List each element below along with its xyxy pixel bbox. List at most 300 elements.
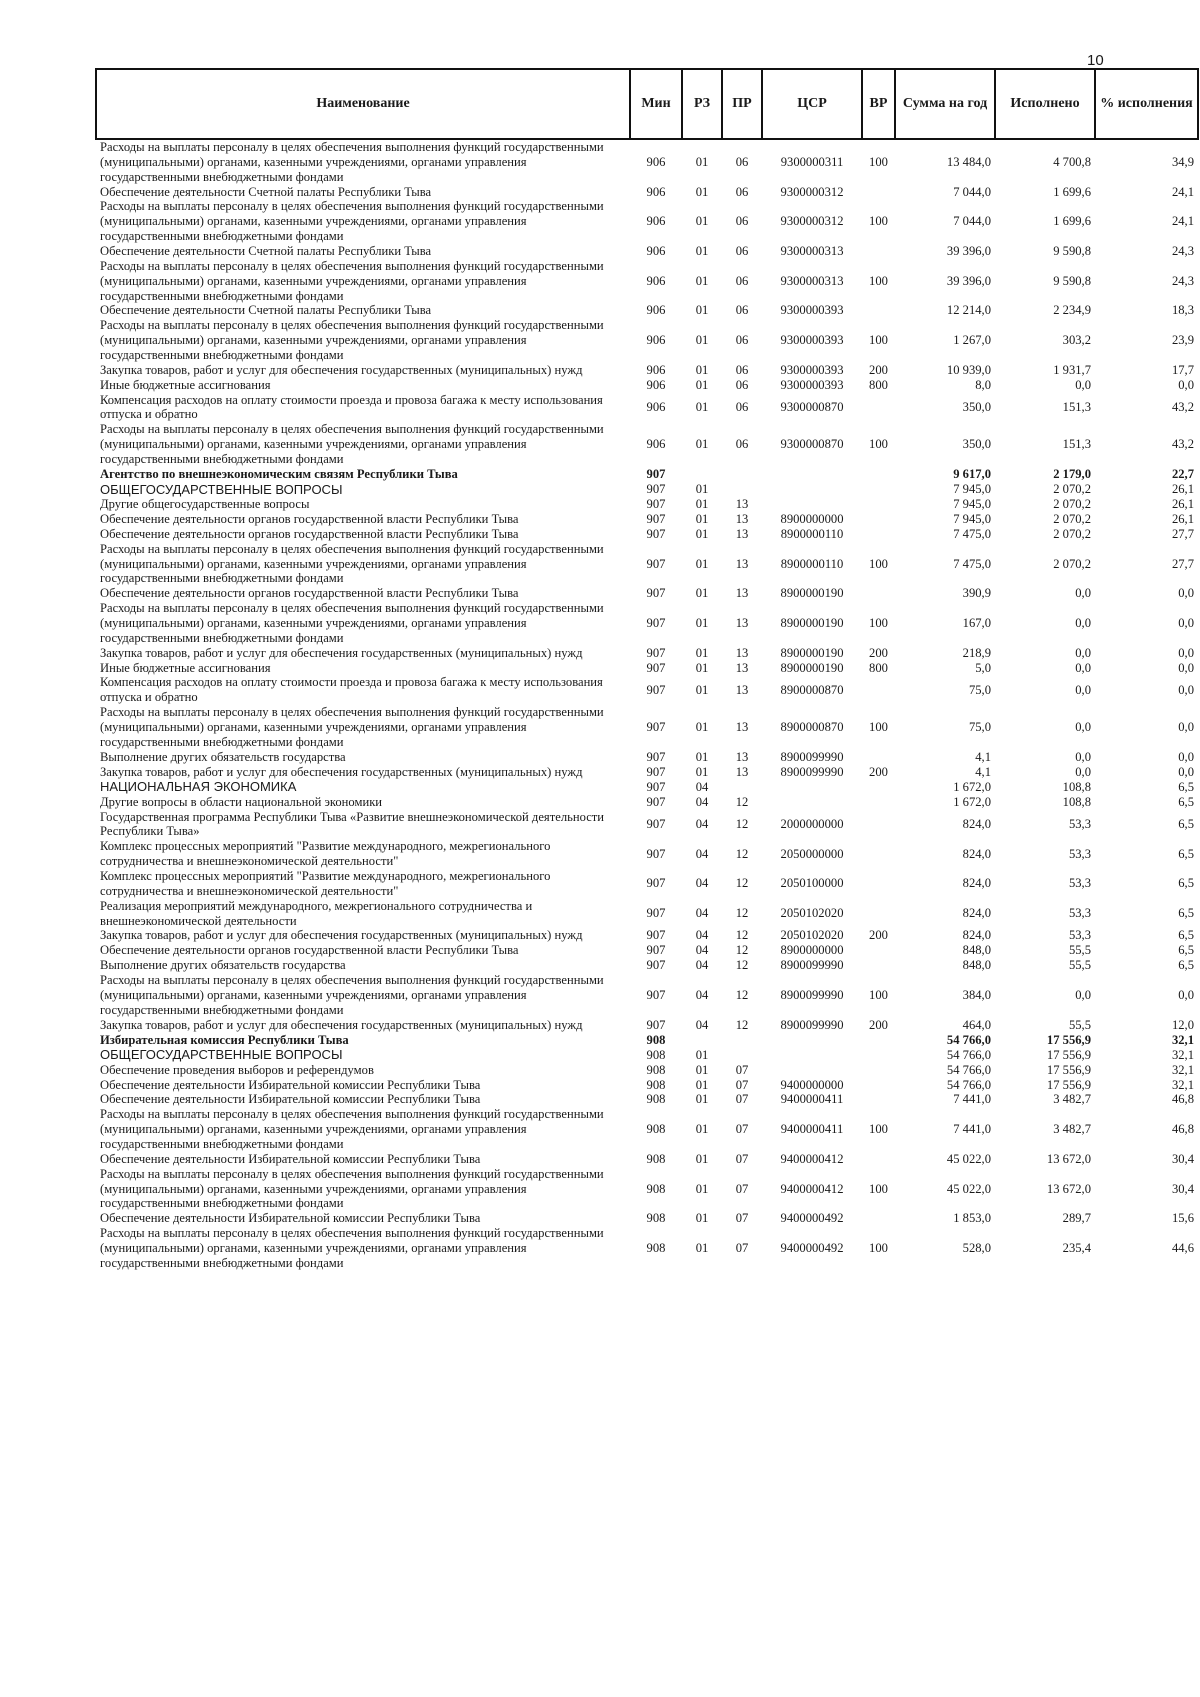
cell-done: 9 590,8 bbox=[1053, 244, 1091, 259]
cell-pct: 26,1 bbox=[1171, 511, 1194, 526]
cell-vr bbox=[862, 482, 895, 497]
table-row bbox=[96, 1226, 1198, 1271]
cell-done: 9 590,8 bbox=[1053, 273, 1091, 288]
cell-min: 907 bbox=[646, 846, 666, 861]
cell-rz: 01 bbox=[695, 273, 709, 288]
cell-rz: 01 bbox=[695, 362, 709, 377]
table-row bbox=[96, 646, 1198, 661]
header-pr: ПР bbox=[722, 69, 762, 139]
cell-min: 907 bbox=[646, 749, 666, 764]
cell-vr: 200 bbox=[869, 928, 888, 943]
cell-vr bbox=[862, 839, 895, 869]
cell-sum: 824,0 bbox=[962, 846, 991, 861]
cell-pct: 6,5 bbox=[1178, 817, 1194, 832]
cell-vr bbox=[862, 750, 895, 765]
cell-name: Обеспечение деятельности Избирательной комиссии Республики Тыва bbox=[100, 1077, 481, 1092]
cell-pct: 22,7 bbox=[1171, 466, 1194, 481]
cell-rz: 01 bbox=[695, 400, 709, 415]
cell-name: Компенсация расходов на оплату стоимости проезда и провоза багажа к месту использования отпуска и обратно bbox=[100, 392, 603, 422]
cell-vr bbox=[862, 527, 895, 542]
cell-vr: 100 bbox=[869, 719, 888, 734]
cell-pr: 06 bbox=[735, 214, 749, 229]
cell-done: 53,3 bbox=[1068, 846, 1091, 861]
cell-rz: 01 bbox=[695, 377, 709, 392]
cell-name: Обеспечение деятельности органов государственной власти Республики Тыва bbox=[100, 586, 519, 601]
cell-vr bbox=[862, 1092, 895, 1107]
cell-pct: 0,0 bbox=[1178, 377, 1194, 392]
cell-vr bbox=[862, 303, 895, 318]
cell-sum: 7 945,0 bbox=[953, 511, 991, 526]
cell-pct: 32,1 bbox=[1171, 1062, 1194, 1077]
cell-min: 907 bbox=[646, 586, 666, 601]
cell-rz: 01 bbox=[695, 615, 709, 630]
cell-name: НАЦИОНАЛЬНАЯ ЭКОНОМИКА bbox=[100, 779, 297, 795]
cell-done: 303,2 bbox=[1062, 333, 1091, 348]
cell-csr: 9300000393 bbox=[780, 303, 844, 318]
cell-pct: 0,0 bbox=[1178, 615, 1194, 630]
table-row bbox=[96, 795, 1198, 810]
cell-min: 907 bbox=[646, 943, 666, 958]
cell-name: Иные бюджетные ассигнования bbox=[100, 377, 271, 392]
cell-done: 1 931,7 bbox=[1053, 362, 1091, 377]
cell-min: 907 bbox=[646, 682, 666, 697]
cell-done: 17 556,9 bbox=[1046, 1077, 1091, 1092]
cell-pct: 0,0 bbox=[1178, 764, 1194, 779]
cell-csr: 8900099990 bbox=[780, 987, 844, 1002]
cell-sum: 7 044,0 bbox=[953, 214, 991, 229]
cell-vr: 100 bbox=[869, 437, 888, 452]
cell-rz: 01 bbox=[695, 437, 709, 452]
header-rz: РЗ bbox=[682, 69, 722, 139]
cell-done: 0,0 bbox=[1075, 764, 1091, 779]
cell-done: 0,0 bbox=[1075, 749, 1091, 764]
cell-min: 907 bbox=[646, 794, 666, 809]
cell-min: 907 bbox=[646, 556, 666, 571]
cell-name: Обеспечение деятельности органов государственной власти Республики Тыва bbox=[100, 943, 519, 958]
cell-pr: 06 bbox=[735, 377, 749, 392]
cell-vr: 100 bbox=[869, 214, 888, 229]
cell-csr bbox=[762, 1033, 862, 1048]
cell-pct: 43,2 bbox=[1171, 437, 1194, 452]
cell-csr: 9400000411 bbox=[780, 1122, 844, 1137]
cell-pr bbox=[722, 1033, 762, 1048]
cell-pr: 12 bbox=[735, 943, 749, 958]
cell-min: 907 bbox=[646, 817, 666, 832]
cell-pr: 12 bbox=[735, 928, 749, 943]
cell-done: 2 234,9 bbox=[1053, 303, 1091, 318]
cell-name: Закупка товаров, работ и услуг для обеспечения государственных (муниципальных) нужд bbox=[100, 645, 583, 660]
cell-pct: 12,0 bbox=[1171, 1017, 1194, 1032]
cell-name: Закупка товаров, работ и услуг для обеспечения государственных (муниципальных) нужд bbox=[100, 928, 583, 943]
cell-rz: 01 bbox=[695, 1077, 709, 1092]
cell-pct: 6,5 bbox=[1178, 906, 1194, 921]
cell-done: 3 482,7 bbox=[1053, 1092, 1091, 1107]
cell-done: 289,7 bbox=[1062, 1211, 1091, 1226]
cell-name: Расходы на выплаты персоналу в целях обеспечения выполнения функций государственными (муниципальными) органами, казенными учреждениями, органами управления государственными внебюджетными фондами bbox=[100, 140, 604, 184]
cell-vr bbox=[862, 1211, 895, 1226]
cell-pct: 46,8 bbox=[1171, 1122, 1194, 1137]
cell-done: 17 556,9 bbox=[1046, 1062, 1091, 1077]
cell-name: Расходы на выплаты персоналу в целях обеспечения выполнения функций государственными (муниципальными) органами, казенными учреждениями, органами управления государственными внебюджетными фондами bbox=[100, 199, 604, 244]
cell-pr: 12 bbox=[735, 906, 749, 921]
cell-pr: 13 bbox=[735, 764, 749, 779]
cell-vr bbox=[862, 795, 895, 810]
cell-csr: 8900000190 bbox=[780, 660, 844, 675]
cell-vr bbox=[862, 779, 895, 794]
cell-done: 235,4 bbox=[1062, 1241, 1091, 1255]
cell-rz: 01 bbox=[695, 660, 709, 675]
cell-pr: 06 bbox=[735, 184, 749, 199]
cell-pct: 0,0 bbox=[1178, 645, 1194, 660]
cell-sum: 45 022,0 bbox=[946, 1181, 991, 1196]
cell-vr: 100 bbox=[869, 1181, 888, 1196]
cell-pct: 32,1 bbox=[1171, 1077, 1194, 1092]
cell-rz: 04 bbox=[695, 817, 709, 832]
cell-min: 906 bbox=[646, 362, 666, 377]
cell-min: 907 bbox=[646, 987, 666, 1002]
cell-rz: 01 bbox=[695, 1181, 709, 1196]
cell-name: Расходы на выплаты персоналу в целях обеспечения выполнения функций государственными (муниципальными) органами, казенными учреждениями, органами управления государственными внебюджетными фондами bbox=[100, 601, 604, 645]
header-name: Наименование bbox=[96, 69, 630, 139]
cell-rz: 01 bbox=[695, 333, 709, 348]
cell-vr bbox=[862, 899, 895, 929]
table-row bbox=[96, 1152, 1198, 1167]
cell-pr: 12 bbox=[735, 987, 749, 1002]
table-row bbox=[96, 765, 1198, 780]
cell-done: 55,5 bbox=[1068, 958, 1091, 973]
cell-done: 53,3 bbox=[1068, 817, 1091, 832]
table-row bbox=[96, 1033, 1198, 1048]
cell-min: 908 bbox=[646, 1092, 666, 1107]
cell-pr: 13 bbox=[735, 645, 749, 660]
cell-csr: 9300000311 bbox=[780, 154, 844, 169]
cell-sum: 7 945,0 bbox=[953, 497, 991, 512]
cell-vr bbox=[862, 185, 895, 200]
cell-csr bbox=[762, 497, 862, 512]
cell-csr: 9400000492 bbox=[780, 1211, 844, 1226]
cell-rz: 01 bbox=[695, 154, 709, 169]
cell-pct: 43,2 bbox=[1171, 400, 1194, 415]
cell-rz: 01 bbox=[695, 719, 709, 734]
cell-rz: 01 bbox=[695, 1151, 709, 1166]
cell-sum: 39 396,0 bbox=[946, 273, 991, 288]
cell-csr: 9300000870 bbox=[780, 400, 844, 415]
table-row bbox=[96, 259, 1198, 304]
cell-pr: 12 bbox=[735, 876, 749, 891]
cell-name: Закупка товаров, работ и услуг для обеспечения государственных (муниципальных) нужд bbox=[100, 1017, 583, 1032]
cell-rz: 04 bbox=[695, 987, 709, 1002]
cell-pct: 6,5 bbox=[1178, 943, 1194, 958]
cell-csr: 8900000870 bbox=[780, 719, 844, 734]
cell-name: Комплекс процессных мероприятий "Развитие международного, межрегионального сотрудничества и внешнеэкономической деятельности" bbox=[100, 839, 551, 869]
table-row bbox=[96, 497, 1198, 512]
cell-pr: 06 bbox=[735, 273, 749, 288]
cell-csr: 9400000411 bbox=[780, 1092, 844, 1107]
cell-done: 0,0 bbox=[1075, 987, 1091, 1002]
cell-done: 1 699,6 bbox=[1053, 184, 1091, 199]
cell-pct: 26,1 bbox=[1171, 482, 1194, 496]
cell-csr: 9300000870 bbox=[780, 437, 844, 452]
cell-vr bbox=[862, 393, 895, 423]
cell-min: 908 bbox=[646, 1151, 666, 1166]
cell-rz: 01 bbox=[695, 1122, 709, 1137]
cell-min: 907 bbox=[646, 928, 666, 943]
cell-sum: 390,9 bbox=[962, 586, 991, 601]
cell-min: 908 bbox=[646, 1047, 666, 1062]
cell-done: 0,0 bbox=[1075, 586, 1091, 601]
cell-vr: 100 bbox=[869, 987, 888, 1002]
cell-name: Обеспечение деятельности Счетной палаты Республики Тыва bbox=[100, 244, 432, 259]
cell-pct: 32,1 bbox=[1171, 1032, 1194, 1047]
cell-vr: 100 bbox=[869, 556, 888, 571]
cell-rz: 01 bbox=[695, 184, 709, 199]
cell-sum: 7 945,0 bbox=[953, 482, 991, 496]
table-body bbox=[96, 139, 1198, 1271]
cell-csr: 8900099990 bbox=[780, 958, 844, 973]
cell-name: Расходы на выплаты персоналу в целях обеспечения выполнения функций государственными (муниципальными) органами, казенными учреждениями, органами управления государственными внебюджетными фондами bbox=[100, 1226, 604, 1270]
table-row bbox=[96, 661, 1198, 676]
cell-done: 53,3 bbox=[1068, 876, 1091, 891]
table-row bbox=[96, 199, 1198, 244]
cell-name: Закупка товаров, работ и услуг для обеспечения государственных (муниципальных) нужд bbox=[100, 362, 583, 377]
cell-csr: 8900000190 bbox=[780, 645, 844, 660]
cell-sum: 39 396,0 bbox=[946, 244, 991, 259]
cell-sum: 1 267,0 bbox=[953, 333, 991, 348]
cell-csr: 8900099990 bbox=[780, 749, 844, 764]
cell-name: Обеспечение деятельности Избирательной комиссии Республики Тыва bbox=[100, 1151, 481, 1166]
cell-pct: 46,8 bbox=[1171, 1092, 1194, 1107]
cell-pct: 24,3 bbox=[1171, 244, 1194, 259]
cell-vr bbox=[862, 869, 895, 899]
cell-name: ОБЩЕГОСУДАРСТВЕННЫЕ ВОПРОСЫ bbox=[100, 481, 343, 497]
cell-pr: 12 bbox=[735, 794, 749, 809]
cell-pct: 23,9 bbox=[1171, 333, 1194, 348]
cell-pr: 07 bbox=[735, 1241, 749, 1255]
cell-name: Иные бюджетные ассигнования bbox=[100, 660, 271, 675]
cell-pr: 06 bbox=[735, 244, 749, 259]
cell-sum: 464,0 bbox=[962, 1017, 991, 1032]
cell-name: Агентство по внешнеэкономическим связям Республики Тыва bbox=[100, 466, 458, 481]
cell-done: 3 482,7 bbox=[1053, 1122, 1091, 1137]
cell-pr: 13 bbox=[735, 615, 749, 630]
cell-rz: 04 bbox=[695, 779, 709, 794]
cell-vr bbox=[862, 810, 895, 840]
cell-rz: 04 bbox=[695, 906, 709, 921]
cell-vr: 800 bbox=[869, 660, 888, 675]
cell-vr bbox=[862, 958, 895, 973]
table-row bbox=[96, 378, 1198, 393]
cell-min: 907 bbox=[646, 876, 666, 891]
cell-min: 908 bbox=[646, 1032, 666, 1047]
cell-csr: 8900000110 bbox=[780, 526, 844, 541]
cell-rz: 01 bbox=[695, 1241, 709, 1255]
cell-sum: 7 475,0 bbox=[953, 526, 991, 541]
cell-csr: 9400000000 bbox=[780, 1077, 844, 1092]
cell-done: 0,0 bbox=[1075, 615, 1091, 630]
cell-vr: 200 bbox=[869, 645, 888, 660]
cell-pct: 24,3 bbox=[1171, 273, 1194, 288]
cell-rz: 04 bbox=[695, 846, 709, 861]
cell-rz: 01 bbox=[695, 749, 709, 764]
cell-name: Обеспечение деятельности органов государственной власти Республики Тыва bbox=[100, 526, 519, 541]
cell-csr: 9300000393 bbox=[780, 362, 844, 377]
cell-rz: 01 bbox=[695, 682, 709, 697]
cell-vr bbox=[862, 1152, 895, 1167]
table-row bbox=[96, 422, 1198, 467]
cell-done: 55,5 bbox=[1068, 943, 1091, 958]
table-row bbox=[96, 1167, 1198, 1212]
cell-min: 907 bbox=[646, 466, 666, 481]
cell-rz: 01 bbox=[695, 1211, 709, 1226]
cell-pct: 18,3 bbox=[1171, 303, 1194, 318]
table-row bbox=[96, 1107, 1198, 1152]
cell-pr: 06 bbox=[735, 400, 749, 415]
cell-sum: 13 484,0 bbox=[946, 154, 991, 169]
header-min: Мин bbox=[630, 69, 682, 139]
cell-done: 2 070,2 bbox=[1053, 556, 1091, 571]
cell-sum: 528,0 bbox=[962, 1241, 991, 1255]
cell-vr bbox=[862, 1047, 895, 1062]
table-row bbox=[96, 601, 1198, 646]
cell-csr: 9300000312 bbox=[780, 214, 844, 229]
table-row bbox=[96, 810, 1198, 840]
cell-min: 907 bbox=[646, 779, 666, 794]
table-row bbox=[96, 958, 1198, 973]
cell-sum: 7 441,0 bbox=[953, 1122, 991, 1137]
cell-min: 908 bbox=[646, 1211, 666, 1226]
cell-name: Комплекс процессных мероприятий "Развитие международного, межрегионального сотрудничества и внешнеэкономической деятельности" bbox=[100, 869, 551, 898]
cell-csr bbox=[762, 779, 862, 794]
table-row bbox=[96, 542, 1198, 587]
page-number: 10 bbox=[1087, 52, 1104, 69]
cell-name: Расходы на выплаты персоналу в целях обеспечения выполнения функций государственными (муниципальными) органами, казенными учреждениями, органами управления государственными внебюджетными фондами bbox=[100, 318, 604, 363]
cell-sum: 824,0 bbox=[962, 928, 991, 943]
cell-rz: 01 bbox=[695, 244, 709, 259]
table-row bbox=[96, 928, 1198, 943]
cell-csr: 9300000312 bbox=[780, 184, 844, 199]
cell-sum: 10 939,0 bbox=[946, 362, 991, 377]
cell-sum: 75,0 bbox=[968, 682, 991, 697]
cell-min: 906 bbox=[646, 184, 666, 199]
cell-sum: 54 766,0 bbox=[946, 1077, 991, 1092]
cell-sum: 54 766,0 bbox=[946, 1047, 991, 1062]
table-row bbox=[96, 705, 1198, 750]
cell-done: 2 070,2 bbox=[1053, 511, 1091, 526]
cell-pr: 13 bbox=[735, 511, 749, 526]
cell-min: 908 bbox=[646, 1077, 666, 1092]
cell-vr bbox=[862, 586, 895, 601]
header-vr: ВР bbox=[862, 69, 895, 139]
cell-pct: 24,1 bbox=[1171, 214, 1194, 229]
cell-name: Расходы на выплаты персоналу в целях обеспечения выполнения функций государственными (муниципальными) органами, казенными учреждениями, органами управления государственными внебюджетными фондами bbox=[100, 541, 604, 586]
cell-pct: 0,0 bbox=[1178, 586, 1194, 601]
cell-pr: 07 bbox=[735, 1122, 749, 1137]
cell-min: 906 bbox=[646, 214, 666, 229]
cell-done: 2 179,0 bbox=[1053, 466, 1091, 481]
cell-pct: 27,7 bbox=[1171, 556, 1194, 571]
cell-name: Расходы на выплаты персоналу в целях обеспечения выполнения функций государственными (муниципальными) органами, казенными учреждениями, органами управления государственными внебюджетными фондами bbox=[100, 422, 604, 467]
header-sum: Сумма на год bbox=[895, 69, 995, 139]
cell-done: 0,0 bbox=[1075, 682, 1091, 697]
cell-vr bbox=[862, 1078, 895, 1093]
cell-pr: 13 bbox=[735, 526, 749, 541]
cell-csr: 8900000870 bbox=[780, 682, 844, 697]
cell-rz: 04 bbox=[695, 876, 709, 891]
cell-pct: 6,5 bbox=[1178, 779, 1194, 794]
cell-name: Расходы на выплаты персоналу в целях обеспечения выполнения функций государственными (муниципальными) органами, казенными учреждениями, органами управления государственными внебюджетными фондами bbox=[100, 1166, 604, 1211]
cell-vr: 800 bbox=[869, 377, 888, 392]
cell-rz: 04 bbox=[695, 943, 709, 958]
cell-rz: 01 bbox=[695, 1047, 709, 1062]
cell-pr: 12 bbox=[735, 958, 749, 973]
cell-name: Расходы на выплаты персоналу в целях обеспечения выполнения функций государственными (муниципальными) органами, казенными учреждениями, органами управления государственными внебюджетными фондами bbox=[100, 1107, 604, 1151]
cell-csr: 9400000412 bbox=[780, 1181, 844, 1196]
table-row bbox=[96, 303, 1198, 318]
cell-min: 908 bbox=[646, 1181, 666, 1196]
cell-pr: 13 bbox=[735, 586, 749, 601]
table-row bbox=[96, 675, 1198, 705]
cell-done: 0,0 bbox=[1075, 645, 1091, 660]
header-pct: % исполнения bbox=[1095, 69, 1198, 139]
cell-csr: 8900099990 bbox=[780, 1017, 844, 1032]
cell-name: Обеспечение проведения выборов и референдумов bbox=[100, 1062, 374, 1077]
cell-pr: 12 bbox=[735, 817, 749, 832]
cell-pct: 0,0 bbox=[1178, 987, 1194, 1002]
table-row bbox=[96, 467, 1198, 482]
cell-vr bbox=[862, 512, 895, 527]
table-row bbox=[96, 973, 1198, 1018]
cell-csr: 2000000000 bbox=[780, 817, 844, 832]
cell-name: Расходы на выплаты персоналу в целях обеспечения выполнения функций государственными (муниципальными) органами, казенными учреждениями, органами управления государственными внебюджетными фондами bbox=[100, 258, 604, 303]
cell-pr: 07 bbox=[735, 1181, 749, 1196]
cell-rz: 01 bbox=[695, 764, 709, 779]
cell-sum: 848,0 bbox=[962, 943, 991, 958]
table-row bbox=[96, 185, 1198, 200]
cell-min: 907 bbox=[646, 511, 666, 526]
cell-done: 0,0 bbox=[1075, 660, 1091, 675]
cell-pct: 27,7 bbox=[1171, 526, 1194, 541]
cell-rz: 01 bbox=[695, 482, 709, 496]
cell-name: Реализация мероприятий международного, межрегионального сотрудничества и внешнеэкономической деятельности bbox=[100, 898, 533, 928]
cell-vr: 100 bbox=[869, 1241, 888, 1255]
cell-vr: 100 bbox=[869, 1122, 888, 1137]
cell-min: 906 bbox=[646, 377, 666, 392]
cell-min: 907 bbox=[646, 958, 666, 973]
cell-rz: 01 bbox=[695, 556, 709, 571]
cell-name: Другие вопросы в области национальной экономики bbox=[100, 794, 383, 809]
cell-csr bbox=[762, 467, 862, 482]
cell-sum: 54 766,0 bbox=[946, 1062, 991, 1077]
cell-pct: 0,0 bbox=[1178, 719, 1194, 734]
cell-name: Обеспечение деятельности Избирательной комиссии Республики Тыва bbox=[100, 1211, 481, 1226]
cell-csr: 8900000110 bbox=[780, 556, 844, 571]
cell-vr bbox=[862, 467, 895, 482]
cell-sum: 1 853,0 bbox=[953, 1211, 991, 1226]
cell-csr: 9300000393 bbox=[780, 333, 844, 348]
cell-sum: 4,1 bbox=[975, 749, 991, 764]
cell-rz bbox=[682, 1033, 722, 1048]
cell-min: 907 bbox=[646, 645, 666, 660]
cell-rz: 04 bbox=[695, 928, 709, 943]
cell-min: 907 bbox=[646, 1017, 666, 1032]
cell-pr: 12 bbox=[735, 846, 749, 861]
cell-vr bbox=[862, 244, 895, 259]
cell-rz: 01 bbox=[695, 497, 709, 512]
table-row bbox=[96, 1063, 1198, 1078]
cell-vr bbox=[862, 1033, 895, 1048]
cell-done: 2 070,2 bbox=[1053, 482, 1091, 496]
cell-min: 908 bbox=[646, 1062, 666, 1077]
